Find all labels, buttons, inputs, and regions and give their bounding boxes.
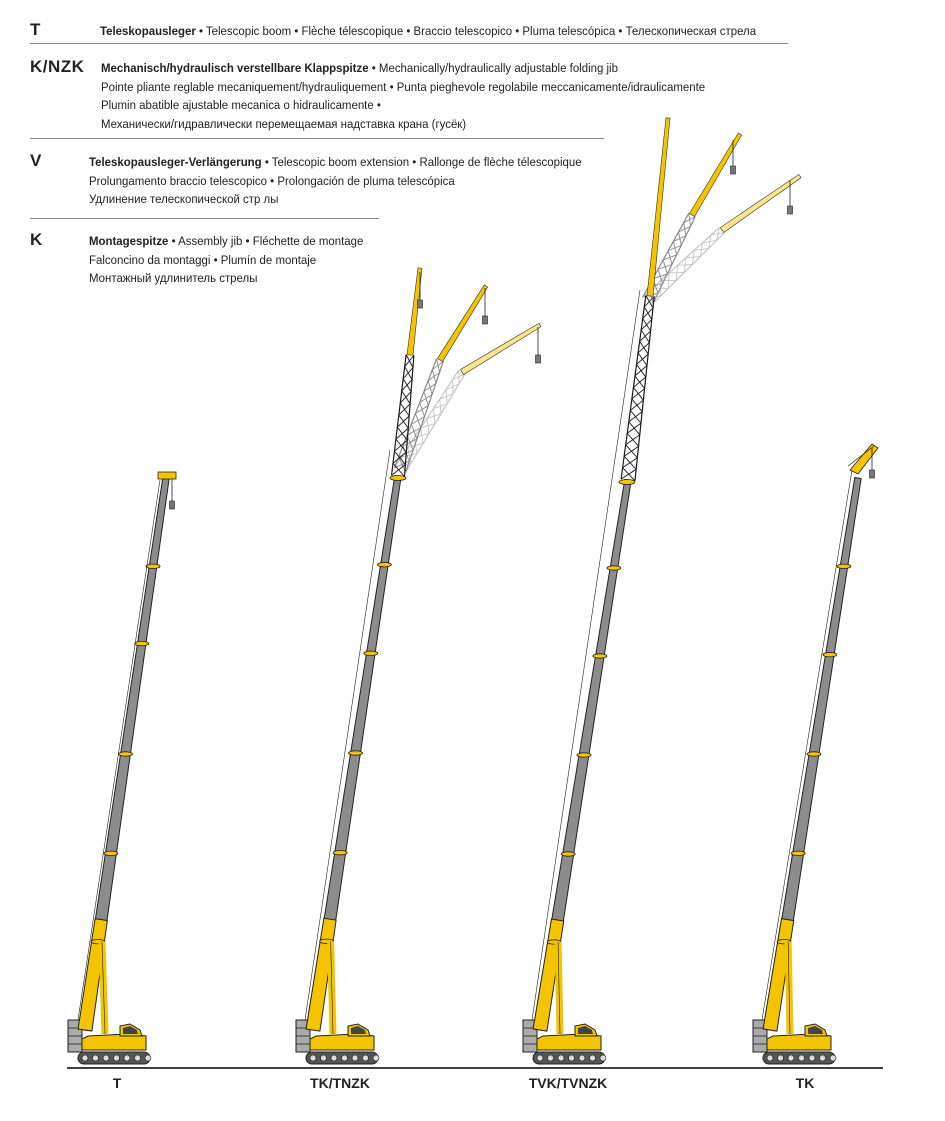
boom-collar xyxy=(377,562,391,566)
legend-code: V xyxy=(30,151,42,170)
legend-line: Механически/гидравлически перемещаемая надставка крана (гусёк) xyxy=(101,116,467,131)
legend-line: Teleskopausleger • Telescopic boom • Flèche télescopique • Braccio telescopico • Pluma telescópica • Телескопическая стрела xyxy=(100,24,757,38)
boom-collar xyxy=(807,752,821,756)
hook-block xyxy=(483,316,488,324)
track-roller xyxy=(600,1055,606,1061)
assembly-jib xyxy=(850,444,878,474)
track-roller xyxy=(569,1055,575,1061)
hook-block xyxy=(870,470,875,478)
guy-rope xyxy=(762,470,852,1020)
track-roller xyxy=(548,1055,554,1061)
extension-connector xyxy=(619,480,635,485)
config-label-tvk-tvnzk: TVK/TVNZK xyxy=(528,1075,608,1091)
legend-line: Plumin abatible ajustable mecanica o hidraulicamente • xyxy=(101,98,381,112)
track-roller xyxy=(331,1055,337,1061)
track-roller xyxy=(558,1055,564,1061)
track-roller xyxy=(767,1055,773,1061)
track-roller xyxy=(820,1055,826,1061)
jib-connector xyxy=(390,476,406,481)
lattice-brace xyxy=(621,469,636,479)
jib-tip-section xyxy=(437,285,487,362)
legend-line: Prolungamento braccio telescopico • Prolongación de pluma telescópica xyxy=(89,173,455,188)
lattice-brace xyxy=(632,389,645,399)
legend-line: Pointe pliante reglable mecaniquement/hydrauliquement • Punta pieghevole regolabile meccanicamente/idraulicamente xyxy=(101,79,706,94)
boom-collar xyxy=(349,751,363,755)
lattice-brace xyxy=(630,400,643,410)
boom-collar xyxy=(333,851,347,855)
track-roller xyxy=(579,1055,585,1061)
lattice-brace xyxy=(626,435,640,445)
track-roller xyxy=(342,1055,348,1061)
lattice-brace xyxy=(677,265,692,266)
config-label-tk: TK xyxy=(795,1075,815,1091)
track-roller xyxy=(82,1055,88,1061)
hook-block xyxy=(788,206,793,214)
track-roller xyxy=(114,1055,120,1061)
boom-collar xyxy=(823,652,837,656)
track-roller xyxy=(590,1055,596,1061)
legend-line: Монтажный удлинитель стрелы xyxy=(89,271,258,285)
lattice-brace xyxy=(635,366,647,376)
hook-block xyxy=(170,501,175,509)
guy-rope xyxy=(532,290,640,1020)
lattice-brace xyxy=(397,416,409,427)
boom-collar xyxy=(119,752,133,756)
boom-collar xyxy=(364,651,378,655)
crane-tk-tnzk xyxy=(296,268,541,1064)
lattice-chord xyxy=(405,374,465,473)
track-roller xyxy=(537,1055,543,1061)
boom-collar xyxy=(791,851,805,855)
track-roller xyxy=(809,1055,815,1061)
lattice-brace xyxy=(633,377,645,387)
guy-rope xyxy=(78,480,160,1020)
lattice-brace xyxy=(686,257,700,258)
track-roller xyxy=(788,1055,794,1061)
hook-block xyxy=(731,166,736,174)
legend-line: Teleskopausleger-Verlängerung • Telescopic boom extension • Rallonge de flèche télescopique xyxy=(89,155,582,169)
config-label-t: T xyxy=(112,1075,122,1091)
config-label-tk-tnzk: TK/TNZK xyxy=(310,1075,370,1091)
lattice-brace xyxy=(627,423,641,433)
track-roller xyxy=(145,1055,151,1061)
track-roller xyxy=(103,1055,109,1061)
track-roller xyxy=(373,1055,379,1061)
track-roller xyxy=(352,1055,358,1061)
legend-line: Mechanisch/hydraulisch verstellbare Klappspitze • Mechanically/hydraulically adjustable folding jib xyxy=(101,61,618,75)
lattice-brace xyxy=(623,458,638,468)
hook-block xyxy=(418,300,423,308)
lattice-brace xyxy=(624,446,638,456)
track-roller xyxy=(124,1055,130,1061)
boom-collar xyxy=(837,564,851,568)
boom-collar xyxy=(607,566,621,570)
lattice-chord xyxy=(652,233,724,305)
boom-collar xyxy=(577,753,591,757)
track-roller xyxy=(363,1055,369,1061)
boom-collar xyxy=(561,852,575,856)
track-roller xyxy=(799,1055,805,1061)
guy-rope xyxy=(305,450,390,1020)
jib-tip-section xyxy=(720,174,801,232)
legend-code: K/NZK xyxy=(30,57,85,76)
legend-line: Удлинение телескопической стр лы xyxy=(89,192,279,206)
track-roller xyxy=(321,1055,327,1061)
track-roller xyxy=(310,1055,316,1061)
boom-collar xyxy=(593,654,607,658)
legend-line: Montagespitze • Assembly jib • Fléchette de montage xyxy=(89,234,364,248)
hook-block xyxy=(536,355,541,363)
jib-tip-section xyxy=(689,133,741,217)
boom-collar xyxy=(104,851,118,855)
legend-code: T xyxy=(30,20,41,39)
boom-head xyxy=(158,472,176,479)
jib-tip-section xyxy=(460,323,541,374)
crane-t xyxy=(68,472,176,1064)
crane-tk-assembly xyxy=(753,444,878,1064)
lattice-brace xyxy=(629,412,642,422)
track-roller xyxy=(135,1055,141,1061)
legend-code: K xyxy=(30,230,43,249)
track-roller xyxy=(778,1055,784,1061)
legend-line: Falconcino da montaggi • Plumín de montaje xyxy=(89,252,317,267)
track-roller xyxy=(93,1055,99,1061)
boom-collar xyxy=(135,641,149,645)
track-roller xyxy=(830,1055,836,1061)
crane-tvk-tvnzk xyxy=(523,118,801,1064)
boom-collar xyxy=(146,564,160,568)
